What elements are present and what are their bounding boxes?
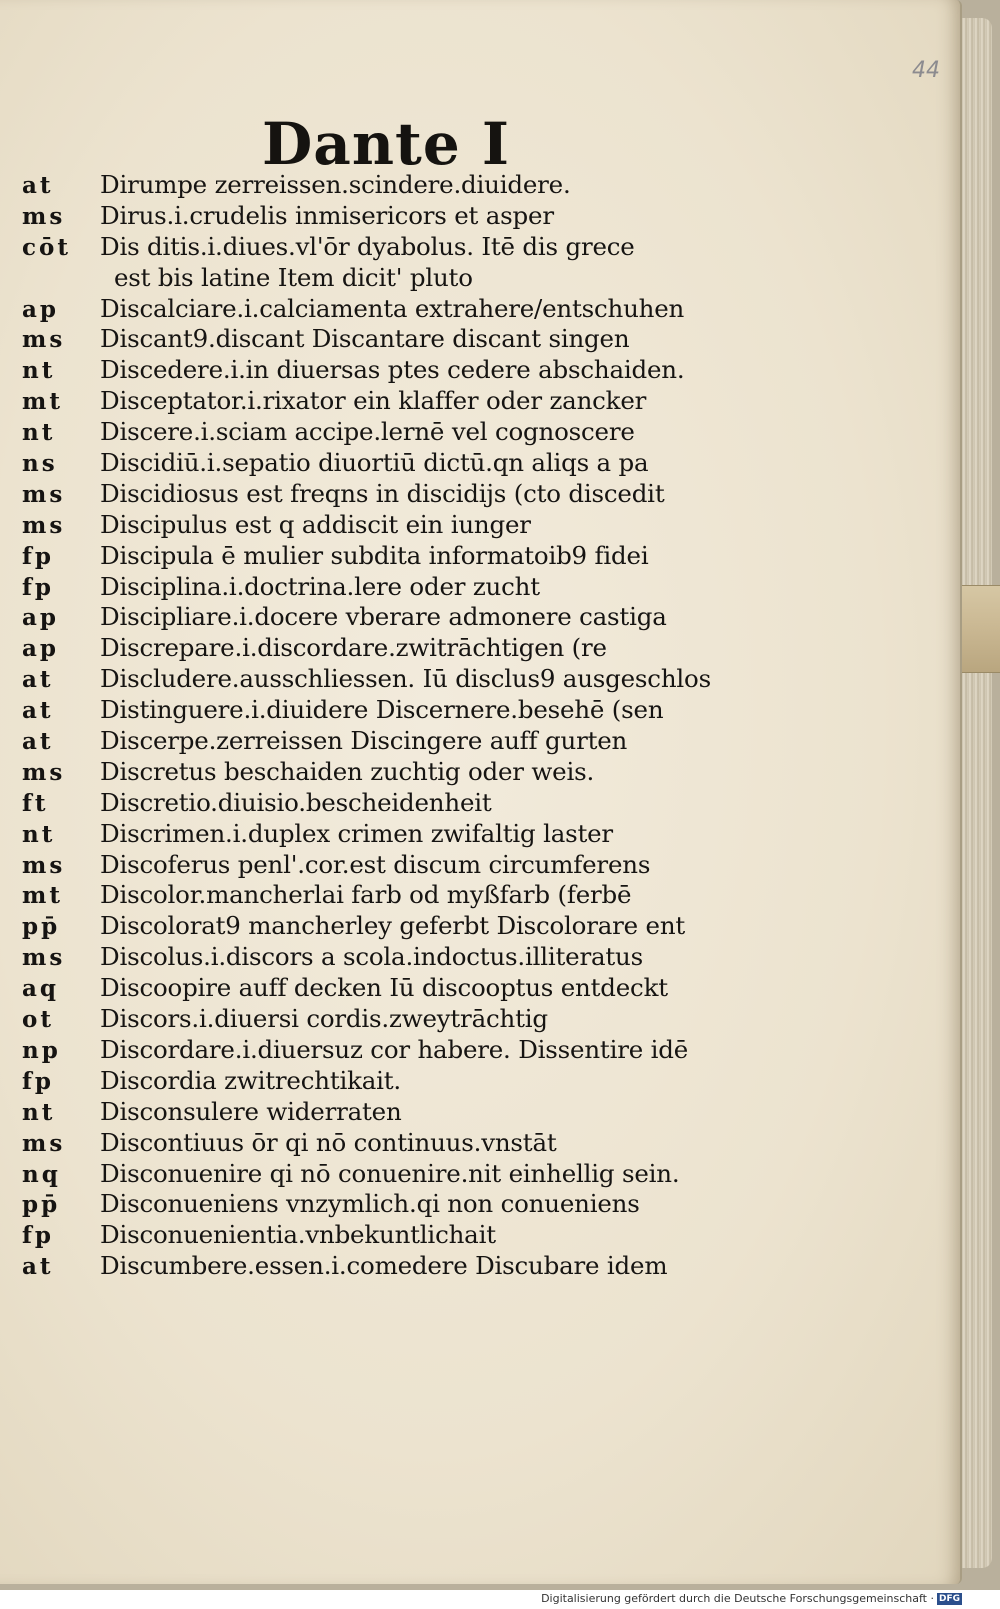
dictionary-entry	[22, 386, 922, 417]
dictionary-entry	[22, 788, 922, 819]
entry-text: est bis latine Item dicit' pluto	[114, 262, 473, 292]
dictionary-entry	[22, 294, 922, 325]
entry-text: Dirus.i.crudelis inmisericors et asper	[100, 200, 554, 230]
dictionary-entry	[22, 448, 922, 479]
entry-text: Discordia zwitrechtikait.	[100, 1065, 402, 1095]
entry-text: Discedere.i.in diuersas ptes cedere abschaiden.	[100, 355, 685, 385]
dictionary-entry	[22, 695, 922, 726]
entry-text: Disconsulere widerraten	[100, 1096, 402, 1126]
dictionary-entry	[22, 201, 922, 232]
grammar-tag: at	[22, 172, 54, 199]
dictionary-entry	[22, 726, 922, 757]
dictionary-entry	[22, 602, 922, 633]
grammar-tag: at	[22, 728, 54, 756]
entry-text: Discoopire auff decken Iū discooptus entdeckt	[100, 973, 668, 1003]
dictionary-entry	[22, 1066, 922, 1097]
dictionary-entry	[22, 1159, 922, 1190]
running-head: Dante I	[262, 110, 511, 178]
grammar-tag: nt	[22, 820, 56, 848]
entry-text: Discipliare.i.docere vberare admonere castiga	[100, 602, 667, 632]
entry-text: Discordare.i.diuersuz cor habere. Dissentire idē	[100, 1034, 689, 1064]
dictionary-entries	[22, 170, 922, 1282]
entry-text: Discipula ē mulier subdita informatoib9 fidei	[100, 540, 649, 570]
grammar-tag: at	[22, 666, 54, 694]
grammar-tag: fp	[22, 1222, 54, 1250]
entry-text: Disceptator.i.rixator ein klaffer oder zancker	[100, 386, 647, 416]
grammar-tag: cōt	[22, 233, 71, 261]
grammar-tag: ms	[22, 202, 66, 230]
dictionary-entry	[22, 1004, 922, 1035]
grammar-tag: ap	[22, 295, 59, 323]
digitization-credit	[541, 1592, 962, 1605]
credit-text: Digitalisierung gefördert durch die Deutsche Forschungsgemeinschaft ·	[541, 1592, 934, 1605]
grammar-tag: aq	[22, 975, 59, 1003]
dictionary-entry	[22, 232, 922, 263]
dictionary-entry	[22, 1251, 922, 1282]
entry-text: Discalciare.i.calciamenta extrahere/entschuhen	[100, 293, 685, 323]
dfg-logo: DFG	[938, 1593, 960, 1604]
grammar-tag: nq	[22, 1160, 61, 1188]
grammar-tag: pp̄	[22, 1191, 61, 1219]
grammar-tag: mt	[22, 882, 63, 910]
dictionary-entry	[22, 819, 922, 850]
entry-text: Discidiosus est freqns in discidijs (cto discedit	[100, 478, 665, 508]
dictionary-entry	[22, 1097, 922, 1128]
grammar-tag: nt	[22, 419, 56, 447]
entry-text: Discolus.i.discors a scola.indoctus.illiteratus	[100, 942, 643, 972]
dictionary-entry	[22, 417, 922, 448]
dictionary-entry	[22, 664, 922, 695]
dictionary-entry	[22, 1035, 922, 1066]
dictionary-entry	[22, 324, 922, 355]
dictionary-entry	[22, 942, 922, 973]
grammar-tag: ap	[22, 635, 59, 663]
grammar-tag: at	[22, 1253, 54, 1281]
grammar-tag: mt	[22, 388, 63, 416]
entry-text: Discolorat9 mancherley geferbt Discolorare ent	[100, 911, 686, 941]
dictionary-entry	[22, 263, 922, 294]
entry-text: Discors.i.diuersi cordis.zweytrāchtig	[100, 1004, 548, 1034]
entry-text: Disconuenientia.vnbekuntlichait	[100, 1220, 496, 1250]
dictionary-entry	[22, 479, 922, 510]
grammar-tag: ms	[22, 511, 66, 539]
dictionary-entry	[22, 1220, 922, 1251]
dictionary-entry	[22, 1189, 922, 1220]
grammar-tag: ap	[22, 604, 59, 632]
dictionary-entry	[22, 510, 922, 541]
entry-text: Discerpe.zerreissen Discingere auff gurten	[100, 726, 628, 756]
grammar-tag: ms	[22, 851, 66, 879]
grammar-tag: fp	[22, 542, 54, 570]
dictionary-entry	[22, 1128, 922, 1159]
entry-text: Discidiū.i.sepatio diuortiū dictū.qn aliqs a pa	[100, 448, 649, 478]
entry-text: Discrepare.i.discordare.zwitrāchtigen (re	[100, 633, 607, 663]
entry-text: Disciplina.i.doctrina.lere oder zucht	[100, 571, 540, 601]
grammar-tag: pp̄	[22, 913, 61, 941]
entry-text: Dis ditis.i.diues.vl'ōr dyabolus. Itē dis grece	[100, 231, 635, 261]
entry-text: Discrimen.i.duplex crimen zwifaltig laster	[100, 818, 613, 848]
entry-text: Disconueniens vnzymlich.qi non conueniens	[100, 1189, 640, 1219]
dictionary-entry	[22, 911, 922, 942]
dictionary-entry	[22, 572, 922, 603]
entry-text: Discludere.ausschliessen. Iū disclus9 ausgeschlos	[100, 664, 711, 694]
entry-text: Discipulus est q addiscit ein iunger	[100, 509, 531, 539]
grammar-tag: np	[22, 1036, 61, 1064]
grammar-tag: ot	[22, 1006, 54, 1034]
entry-text: Disconuenire qi nō conuenire.nit einhellig sein.	[100, 1158, 680, 1188]
grammar-tag: ms	[22, 758, 66, 786]
dictionary-entry	[22, 880, 922, 911]
dictionary-entry	[22, 850, 922, 881]
dictionary-entry	[22, 541, 922, 572]
dictionary-entry	[22, 355, 922, 386]
dictionary-entry	[22, 757, 922, 788]
grammar-tag: ms	[22, 480, 66, 508]
grammar-tag: fp	[22, 573, 54, 601]
folio-number: 44	[912, 58, 940, 83]
grammar-tag: fp	[22, 1067, 54, 1095]
grammar-tag: ms	[22, 1129, 66, 1157]
entry-text: Dirumpe zerreissen.scindere.diuidere.	[100, 170, 571, 199]
grammar-tag: ns	[22, 450, 58, 478]
grammar-tag: nt	[22, 1098, 56, 1126]
entry-text: Discontiuus ōr qi nō continuus.vnstāt	[100, 1127, 557, 1157]
grammar-tag: nt	[22, 357, 56, 385]
dictionary-entry	[22, 973, 922, 1004]
grammar-tag: at	[22, 697, 54, 725]
entry-text: Discere.i.sciam accipe.lernē vel cognoscere	[100, 417, 635, 447]
grammar-tag: ms	[22, 944, 66, 972]
dictionary-entry	[22, 633, 922, 664]
entry-text: Discumbere.essen.i.comedere Discubare idem	[100, 1251, 668, 1281]
entry-text: Discant9.discant Discantare discant singen	[100, 324, 630, 354]
entry-text: Discolor.mancherlai farb od myßfarb (ferbē	[100, 880, 632, 910]
entry-text: Discretio.diuisio.bescheidenheit	[100, 787, 492, 817]
entry-text: Discoferus penl'.cor.est discum circumferens	[100, 849, 651, 879]
grammar-tag: ms	[22, 326, 66, 354]
entry-text: Distinguere.i.diuidere Discernere.besehē (sen	[100, 695, 664, 725]
entry-text: Discretus beschaiden zuchtig oder weis.	[100, 756, 595, 786]
dictionary-entry	[22, 170, 922, 201]
grammar-tag: ft	[22, 789, 49, 817]
